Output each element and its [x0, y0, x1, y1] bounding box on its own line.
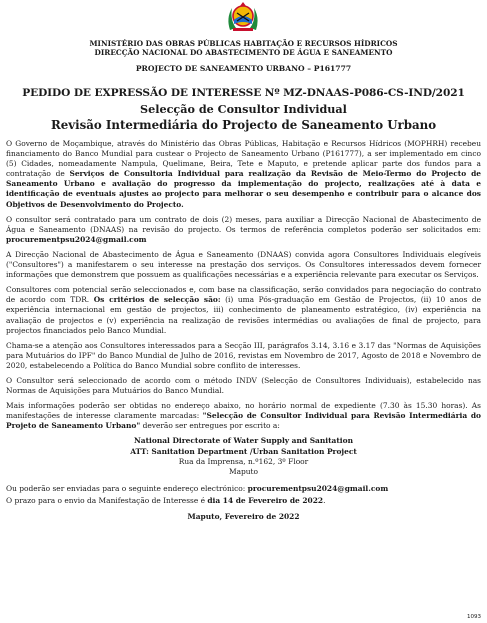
ministry-name: MINISTÉRIO DAS OBRAS PÚBLICAS HABITAÇÃO E RECURSOS HÍDRICOS — [89, 39, 398, 48]
notice-subject: Revisão Intermediária do Projecto de Saneamento Urbano — [50, 118, 437, 132]
paragraph-conflict: Chama-se a atenção aos Consultores interessados para a Secção III, parágrafos 3.14, 3.16 e 3.17 das "Normas de Aquisições para Mutuários do IPF" do Banco Mundial de Julho de 2016, revistas em Novembro de 2017, Agosto de 2018 e Novembro de 2020, estabelecendo a Política do Banco Mundial sobre conflito de interesses. — [6, 340, 481, 370]
notice-title: PEDIDO DE EXPRESSÃO DE INTERESSE Nº MZ-DNAAS-P086-CS-IND/2021 — [22, 87, 465, 99]
notice-body — [6, 139, 481, 522]
signoff: Maputo, Fevereiro de 2022 — [187, 511, 300, 521]
paragraph-deadline: O prazo para o envio da Manifestação de Interesse é dia 14 de Fevereiro de 2022. — [6, 495, 326, 505]
paragraph-contract: O consultor será contratado para um contrato de dois (2) meses, para auxiliar a Direcção Nacional de Abastecimento de Água e Saneamento (DNAAS) na revisão do projecto. Os termos de referência completos poderão ser solicitados em: procurementpsu2024@gmail.com — [6, 214, 481, 244]
page-number: 1093 — [467, 614, 481, 620]
project-name: PROJECTO DE SANEAMENTO URBANO – P161777 — [135, 64, 352, 73]
notice-subtitle: Selecção de Consultor Individual — [140, 102, 347, 116]
paragraph-email: Ou poderão ser enviadas para o seguinte endereço electrónico: procurementpsu2024@gmail.com — [6, 483, 389, 493]
paragraph-criteria: Consultores com potencial serão seleccionados e, com base na classificação, serão convidados para negociação do contrato de acordo com TDR. Os critérios de selecção são: (i) uma Pós-graduação em Gestão de Projectos, (ii) 10 anos de experiência internacional em gestão de projectos, iii) conhecimento de planeamento estratégico, (iv) experiência na avaliação de projectos e (v) experiência na realização de revisões intermédias ou avaliações de final de projecto, para projectos financiados pelo Banco Mundial. — [6, 285, 481, 335]
email-link[interactable]: procurementpsu2024@gmail.com — [6, 234, 147, 244]
paragraph-funding: O Governo de Moçambique, através do Ministério das Obras Públicas, Habitação e Recursos Hídricos (MOPHRH) recebeu financiamento do Banco Mundial para custear o Projecto de Saneamento Urbano (P161777), a ser implementado em cinco (5) Cidades, nomeadamente Nampula, Quelimane, Beira, Tete e Maputo, e pretende aplicar parte dos fundos para a contratação de Serviços de Consultoria Individual para realização da Revisão de Meio-Termo do Projecto de Saneamento Urbano e avaliação do progresso da implementação do projecto, realizações até à data e identificação de eventuais ajustes ao projecto para melhorar o seu desempenho e contribuir para o alcance dos Objetivos de Desenvolvimento do Projecto. — [6, 139, 481, 209]
paragraph-submission: Mais informações poderão ser obtidas no endereço abaixo, no horário normal de expediente (7.30 às 15.30 horas). As manifestações de interesse claramente marcadas: "Selecção de Consultor Individual para Revisão Intermediária do Projeto de Saneamento Urbano" deverão ser entregues por escrito a: — [6, 401, 481, 431]
email-link[interactable]: procurementpsu2024@gmail.com — [247, 483, 389, 493]
directorate-name: DIRECÇÃO NACIONAL DO ABASTECIMENTO DE ÁGUA E SANEAMENTO — [94, 48, 393, 57]
paragraph-invitation: A Direcção Nacional de Abastecimento de Água e Saneamento (DNAAS) convida agora Consultores Individuais elegíveis ("Consultores") a manifestarem o seu interesse na prestação dos serviços. Os Consultores interessados devem fornecer informações que demonstrem que possuem as qualificações necessárias e a experiência relevante para executar os Serviços. — [6, 249, 481, 280]
mozambique-emblem-icon — [224, 0, 262, 34]
paragraph-method: O Consultor será seleccionado de acordo com o método INDV (Selecção de Consultores Individuais), estabelecido nas Normas de Aquisições para Mutuários do Banco Mundial. — [6, 375, 481, 396]
delivery-address: National Directorate of Water Supply and Sanitation ATT: Sanitation Department /Urban Sanitation Project Rua da Imprensa, n.º162, 3º Floor Maputo — [130, 436, 357, 477]
